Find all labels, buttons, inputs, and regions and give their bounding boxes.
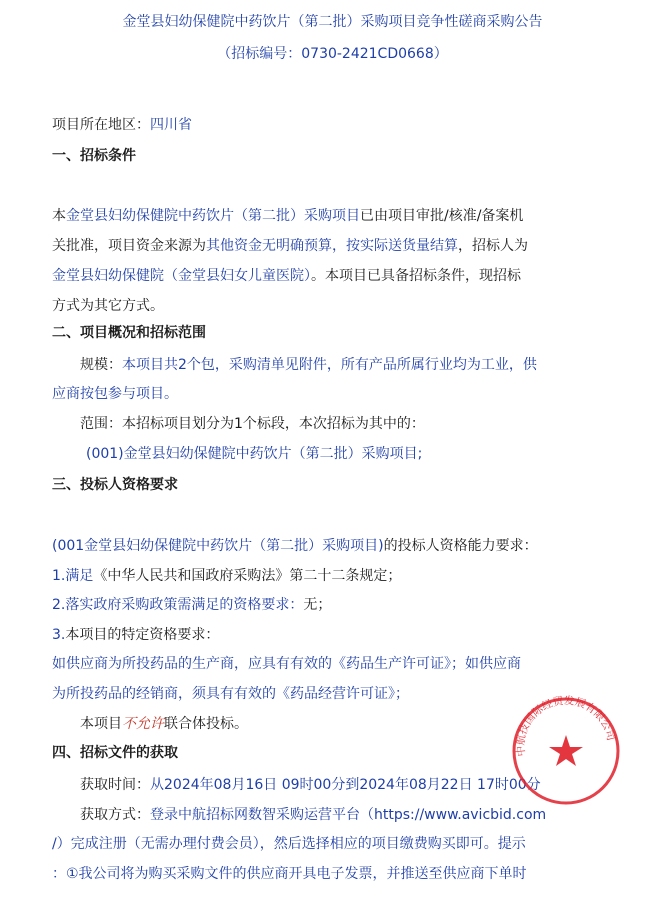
text: 本 bbox=[52, 208, 66, 224]
section-1-heading: 一、招标条件 bbox=[52, 148, 136, 164]
text: 。本项目已具备招标条件，现招标 bbox=[311, 268, 521, 284]
seal-star-icon bbox=[549, 735, 583, 766]
s1-line-1 bbox=[52, 206, 631, 226]
scale-line-1 bbox=[80, 355, 631, 375]
page-title: 金堂县妇幼保健院中药饮片（第二批）采购项目竞争性磋商采购公告 bbox=[122, 14, 543, 30]
project-name: 金堂县妇幼保健院中药饮片（第二批）采购项目 bbox=[66, 208, 360, 224]
company-seal bbox=[510, 695, 622, 807]
lot-line: (001)金堂县妇幼保健院中药饮片（第二批）采购项目; bbox=[86, 446, 423, 462]
time-label: 获取时间： bbox=[80, 777, 150, 793]
tenderer-name: 金堂县妇幼保健院（金堂县妇女儿童医院） bbox=[52, 268, 311, 284]
method-line-3: ：①我公司将为购买采购文件的供应商开具电子发票，并推送至供应商下单时 bbox=[52, 866, 527, 882]
text: 1.满足 bbox=[52, 568, 94, 584]
region-value: 四川省 bbox=[150, 117, 192, 133]
qual-intro bbox=[52, 536, 631, 556]
lot-ref: (001金堂县妇幼保健院中药饮片（第二批）采购项目) bbox=[52, 538, 384, 554]
section-4-heading: 四、招标文件的获取 bbox=[52, 745, 178, 761]
text: 的投标人资格能力要求： bbox=[383, 538, 538, 554]
scale-label: 规模： bbox=[80, 357, 122, 373]
scale-line-2: 应商按包参与项目。 bbox=[52, 386, 178, 402]
s1-line-2 bbox=[52, 236, 631, 256]
section-3-heading: 三、投标人资格要求 bbox=[52, 477, 178, 493]
method-text: 登录中航招标网数智采购运营平台（https://www.avicbid.com bbox=[150, 807, 547, 823]
req-1 bbox=[52, 566, 631, 586]
s1-line-4: 方式为其它方式。 bbox=[52, 298, 164, 314]
method-line-2: /）完成注册（无需办理付费会员），然后选择相应的项目缴费购买即可。提示 bbox=[52, 836, 526, 852]
req-2 bbox=[52, 595, 631, 615]
text: ，招标人为 bbox=[458, 238, 528, 254]
section-2-heading: 二、项目概况和招标范围 bbox=[52, 325, 206, 341]
consortium-status: 不允许 bbox=[122, 716, 164, 732]
s1-line-3 bbox=[52, 266, 631, 286]
time-value: 从2024年08月16日 09时00分到2024年08月22日 17时00分 bbox=[150, 777, 541, 793]
method-line-1 bbox=[80, 805, 631, 825]
text: 本项目 bbox=[80, 716, 122, 732]
scale-text: 本项目共2个包，采购清单见附件，所有产品所属行业均为工业，供 bbox=[122, 357, 537, 373]
text: 联合体投标。 bbox=[164, 716, 248, 732]
text: 无； bbox=[303, 597, 332, 613]
bid-number: （招标编号：0730-2421CD0668） bbox=[217, 46, 448, 62]
text: 2.落实政府采购政策需满足的资格要求： bbox=[52, 597, 304, 613]
fund-source: 其他资金无明确预算，按实际送货量结算 bbox=[206, 238, 458, 254]
text: 关批准，项目资金来源为 bbox=[52, 238, 206, 254]
range-line: 范围：本招标项目划分为1个标段，本次招标为其中的： bbox=[80, 416, 425, 432]
text: 3. bbox=[52, 627, 66, 643]
svg-text:中航技国际经贸发展有限公司: 中航技国际经贸发展有限公司 bbox=[514, 695, 617, 758]
req-3 bbox=[52, 625, 631, 645]
region-label: 项目所在地区： bbox=[52, 117, 150, 133]
special-req-1: 如供应商为所投药品的生产商，应具有有效的《药品生产许可证》；如供应商 bbox=[52, 656, 521, 672]
method-label: 获取方式： bbox=[80, 807, 150, 823]
text: 本项目的特定资格要求： bbox=[65, 627, 220, 643]
special-req-2: 为所投药品的经销商，须具有有效的《药品经营许可证》； bbox=[52, 686, 409, 702]
text: 《中华人民共和国政府采购法》第二十二条规定； bbox=[93, 568, 402, 584]
text: 已由项目审批/核准/备案机 bbox=[360, 208, 524, 224]
region-line bbox=[52, 115, 631, 135]
